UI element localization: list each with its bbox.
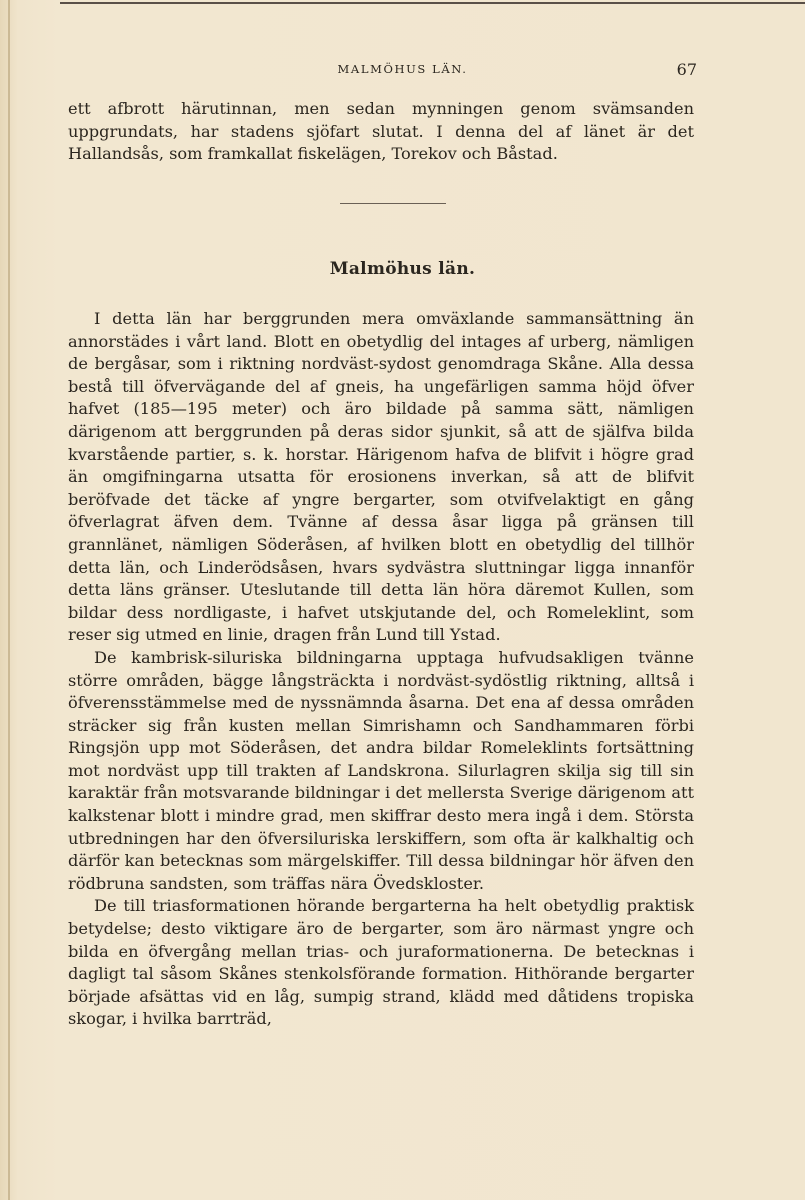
- paragraph: I detta län har berggrunden mera omväxlande sammansättning än annorstädes i vårt land. Blott en obetydlig del intages af urberg, nämligen de bergåsar, som i riktning nordväst-sydost genomdraga Skåne. Alla dessa bestå till öfvervägande del af gneis, ha ungefärligen samma höjd öfver hafvet (185—195 meter) och äro bildade på samma sätt, nämligen därigenom att berggrunden på deras sidor sjunkit, så att de själfva bilda kvarstående partier, s. k. horstar. Härigenom hafva de blifvit i högre grad än omgifningarna utsatta för erosionens inverkan, så att de blifvit beröfvade det täcke af yngre bergarter, som otvifvelaktigt en gång öfverlagrat äfven dem. Tvänne af dessa åsar ligga på gränsen till grannlänet, nämligen Söderåsen, af hvilken blott en obetydlig del tillhör detta län, och Linderödsåsen, hvars sydvästra sluttningar ligga innanför detta läns gränser. Uteslutande till detta län höra däremot Kullen, som bildar dess nordligaste, i hafvet utskjutande del, och Romeleklint, som reser sig utmed en linie, dragen från Lund till Ystad.: [68, 309, 694, 645]
- intro-paragraph: ett afbrott härutinnan, men sedan mynningen genom svämsanden uppgrundats, har stadens sjöfart slutat. I denna del af länet är det Hallandsås, som framkallat fiskelägen, Torekov och Båstad.: [68, 99, 694, 164]
- section-body: [68, 308, 694, 1031]
- paragraph: De till triasformationen hörande bergarterna ha helt obetydlig praktisk betydelse; desto viktigare äro de bergarter, som äro närmast yngre och bilda en öfvergång mellan trias- och juraformationerna. De betecknas i dagligt tal såsom Skånes stenkolsförande formation. Hithörande bergarter började afsättas vid en låg, sumpig strand, klädd med dåtidens tropiska skogar, i hvilka barrträd,: [68, 896, 694, 1029]
- binding-gutter: [8, 0, 10, 1200]
- running-header: [0, 62, 805, 82]
- section-heading: Malmöhus län.: [329, 259, 476, 279]
- running-title: MALMÖHUS LÄN.: [337, 62, 468, 76]
- section-divider: [340, 203, 446, 204]
- top-edge-rule: [60, 2, 805, 4]
- page-number: 67: [676, 60, 697, 79]
- paragraph: De kambrisk-siluriska bildningarna upptaga hufvudsakligen tvänne större områden, bägge långsträckta i nordväst-sydöstlig riktning, alltså i öfverensstämmelse med de nyssnämnda åsarna. Det ena af dessa områden sträcker sig från kusten mellan Simrishamn och Sandhammaren förbi Ringsjön upp mot Söderåsen, det andra bildar Romeleklints fortsättning mot nordväst upp till trakten af Landskrona. Silurlagren skilja sig till sin karaktär från motsvarande bildningar i det mellersta Sverige därigenom att kalkstenar blott i mindre grad, men skiffrar desto mera ingå i dem. Största utbredningen har den öfversiluriska lerskiffern, som ofta är kalkhaltig och därför kan betecknas som märgelskiffer. Till dessa bildningar hör äfven den rödbruna sandsten, som träffas nära Övedskloster.: [68, 647, 694, 893]
- intro-text-block: [68, 98, 694, 166]
